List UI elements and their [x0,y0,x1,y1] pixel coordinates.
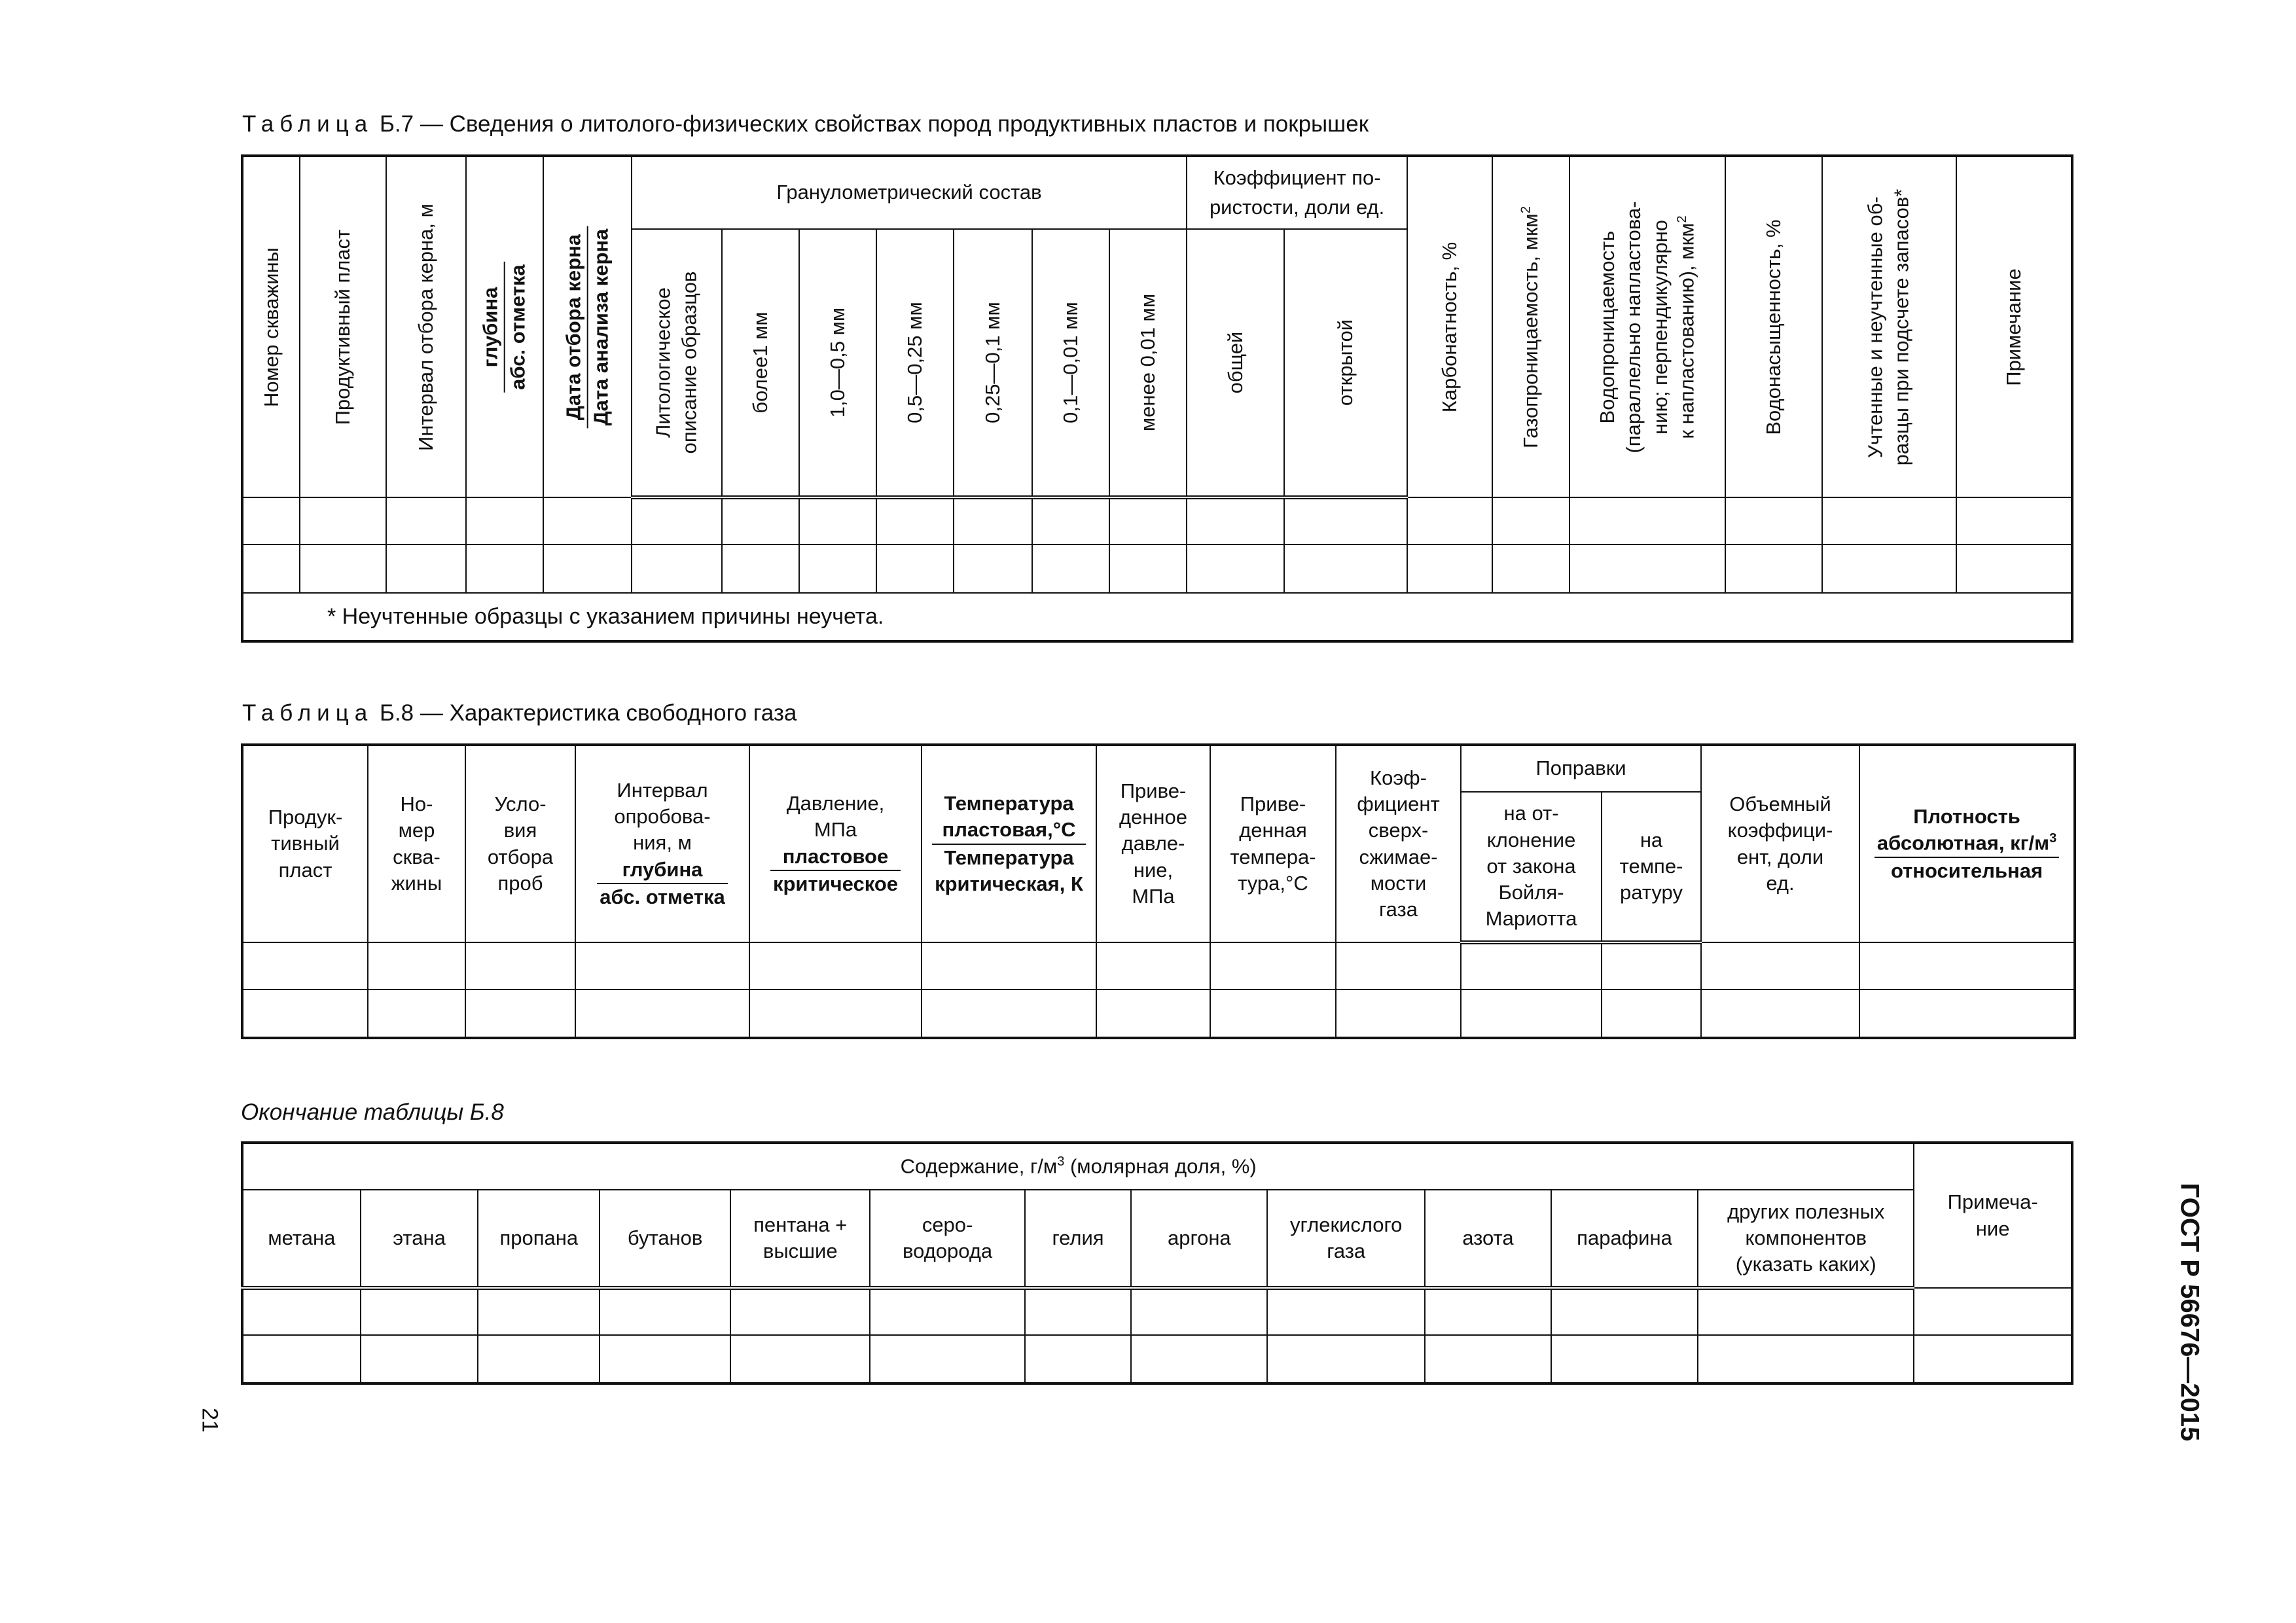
header-depth-abs: глубина абс. отметка [466,156,543,497]
header-volume-coefficient: Объемный коэффици- ент, доли ед. [1701,745,1859,942]
header-pentane: пентана + высшие [730,1190,870,1288]
header-test-interval: Интервал опробова- ния, м $\frac{\text{глубина}}{\text{абс. отметка}}$ [575,745,749,942]
table-row [242,497,2072,544]
header-note: Примечание [1956,156,2072,497]
header-05-025mm: 0,5—0,25 мм [876,229,954,497]
header-productive-layer: Продук- тивный пласт [242,745,368,942]
header-porosity: Коэффициент по- ристости, доли ед. [1187,156,1407,229]
table-b7-footnote: * Неучтенные образцы с указанием причины неучета. [242,593,2072,641]
header-co2: углекислого газа [1267,1190,1425,1288]
table-b7 [241,154,2073,643]
header-granulometric: Гранулометрический состав [632,156,1187,229]
header-productive-layer: Продуктивный пласт [300,156,386,497]
header-temperature: Температура пластовая,°С Температура критическая, К [922,745,1096,942]
header-reduced-pressure: Приве- денное давле- ние, МПа [1096,745,1210,942]
table-row [242,942,2075,990]
table-b8-caption: Таблица Б.8 — Характеристика свободного газа [242,700,797,726]
header-note: Примеча- ние [1914,1143,2072,1288]
header-ethane: этана [361,1190,478,1288]
header-gas-permeability: Газопроницаемость, мкм$^2$ [1492,156,1570,497]
header-01-001mm: 0,1—0,01 мм [1032,229,1109,497]
header-core-dates: Дата отбора керна Дата анализа керна [543,156,631,497]
table-row [242,1288,2072,1335]
table-b8-end-caption: Окончание таблицы Б.8 [241,1099,504,1125]
page-number: 21 [197,1408,223,1433]
header-counted-samples: Учтенные и неучтенные об- разцы при подсчете запасов* [1822,156,1956,497]
header-025-01mm: 0,25—0,1 мм [954,229,1032,497]
header-more-1mm: более1 мм [722,229,799,497]
header-core-interval: Интервал отбора керна, м [386,156,466,497]
header-porosity-open: открытой [1284,229,1407,497]
table-row [242,990,2075,1038]
header-reduced-temperature: Приве- денная темпера- тура,°С [1210,745,1336,942]
header-litho-description: Литологическое описание образцов [632,229,722,497]
header-compressibility: Коэф- фициент сверх- сжимае- мости газа [1336,745,1461,942]
header-carbonate: Карбонатность, % [1407,156,1492,497]
header-water-saturation: Водонасыщенность, % [1725,156,1822,497]
header-propane: пропана [478,1190,600,1288]
document-code: ГОСТ Р 56676—2015 [2175,1183,2204,1442]
header-sampling-conditions: Усло- вия отбора проб [465,745,575,942]
header-1-05mm: 1,0—0,5 мм [799,229,876,497]
header-less-001mm: менее 0,01 мм [1109,229,1187,497]
table-row [242,544,2072,593]
header-h2s: серо- водорода [870,1190,1025,1288]
header-porosity-total: общей [1187,229,1283,497]
header-argon: аргона [1131,1190,1267,1288]
header-pressure: Давление, МПа $\frac{\text{пластовое}}{\text{критическое}}$ [749,745,922,942]
table-b7-caption: Таблица Б.7 — Сведения о литолого-физических свойствах пород продуктивных пластов и покрышек [242,111,1369,137]
header-paraffin: парафина [1551,1190,1698,1288]
header-density: Плотность абсолютная, $кг/м^3$ относительная [1859,745,2075,942]
header-other-components: других полезных компонентов (указать каких) [1698,1190,1914,1288]
header-methane: метана [242,1190,361,1288]
header-well-number: Но- мер сква- жины [368,745,465,942]
header-boyle-correction: на от- клонение от закона Бойля- Мариотта [1461,792,1602,942]
table-b8-end [241,1141,2073,1385]
table-row [242,1335,2072,1383]
table-b8 [241,743,2076,1039]
header-corrections: Поправки [1461,745,1701,792]
header-nitrogen: азота [1425,1190,1551,1288]
header-water-permeability: Водопроницаемость (параллельно напластова- нию; перпендикулярно к напластованию), мкм$^2$ [1570,156,1725,497]
header-helium: гелия [1025,1190,1131,1288]
header-butanes: бутанов [600,1190,730,1288]
header-well-number: Номер скважины [242,156,300,497]
header-temperature-correction: на темпе- ратуру [1602,792,1701,942]
header-content: Содержание, $г/м^3$ (молярная доля, %) [242,1143,1914,1190]
